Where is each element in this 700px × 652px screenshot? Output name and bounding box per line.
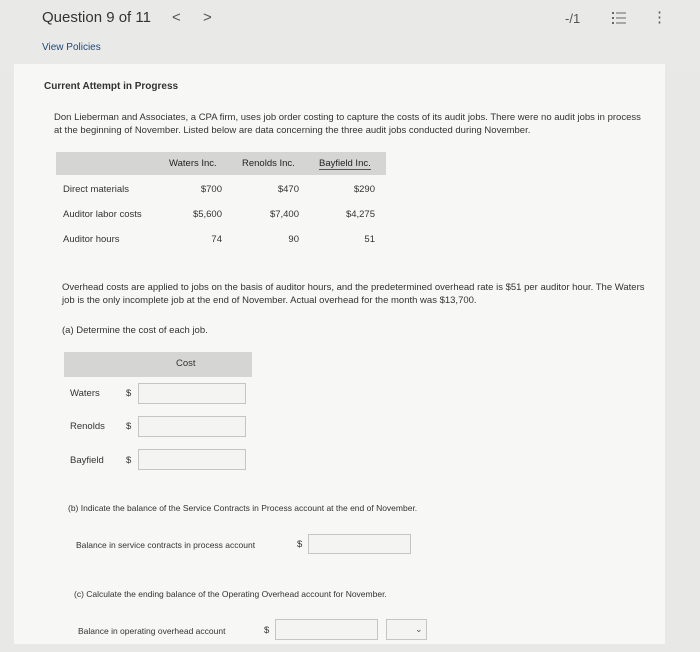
job-label-waters: Waters: [70, 388, 100, 399]
bayfield-cost-input[interactable]: [138, 449, 246, 470]
renolds-cost-input[interactable]: [138, 416, 246, 437]
job-label-bayfield: Bayfield: [70, 455, 104, 466]
row-label-auditor-labor: Auditor labor costs: [63, 209, 142, 220]
job-data-table: [56, 152, 386, 257]
chevron-down-icon: ⌄: [415, 624, 423, 634]
service-contracts-balance-label: Balance in service contracts in process account: [76, 540, 256, 550]
table-cell: $470: [277, 184, 299, 195]
cost-column-header: Cost: [176, 358, 196, 369]
operating-overhead-balance-input[interactable]: [275, 619, 378, 640]
header-renolds: Renolds Inc.: [242, 158, 295, 169]
header-bayfield: [319, 158, 371, 169]
table-cell: $5,600: [192, 209, 222, 220]
job-label-renolds: Renolds: [70, 421, 105, 432]
attempt-status: Current Attempt in Progress: [44, 81, 179, 92]
part-a-prompt: (a) Determine the cost of each job.: [62, 325, 208, 336]
waters-cost-input[interactable]: [138, 383, 246, 404]
table-cell: $700: [200, 184, 222, 195]
currency-symbol: $: [297, 539, 303, 550]
table-cell: 90: [288, 234, 299, 245]
row-label-auditor-hours: Auditor hours: [63, 234, 120, 245]
question-list-icon[interactable]: [612, 11, 626, 25]
next-question-button[interactable]: >: [203, 9, 212, 26]
part-b-prompt: (b) Indicate the balance of the Service Contracts in Process account at the end of November.: [68, 503, 418, 513]
previous-question-button[interactable]: <: [172, 9, 181, 26]
service-contracts-balance-input[interactable]: [308, 534, 411, 554]
table-cell: $290: [353, 184, 375, 195]
currency-symbol: $: [126, 455, 132, 466]
currency-symbol: $: [126, 388, 132, 399]
header-bayfield-text: Bayfield Inc.: [319, 158, 371, 169]
score-display: -/1: [565, 11, 581, 26]
more-options-icon[interactable]: ⋮: [652, 9, 667, 26]
header-waters: Waters Inc.: [169, 158, 217, 169]
overhead-info: Overhead costs are applied to jobs on the basis of auditor hours, and the predetermined overhead rate is $51 per auditor hour. The Waters job is the only incomplete job at the end of November. Actual overhead for the month was $13,700.: [62, 282, 645, 306]
table-cell: 51: [364, 234, 375, 245]
cost-header-band: [64, 352, 252, 377]
problem-statement: Don Lieberman and Associates, a CPA firm, uses job order costing to capture the costs of its audit jobs. There were no audit jobs in process at the beginning of November. Listed below are data concerning the three audit jobs conducted during November.: [54, 112, 641, 136]
part-c-prompt: (c) Calculate the ending balance of the Operating Overhead account for November.: [74, 589, 387, 599]
row-label-direct-materials: Direct materials: [63, 184, 129, 195]
view-policies-link[interactable]: View Policies: [42, 42, 101, 53]
table-cell: $4,275: [345, 209, 375, 220]
question-counter: Question 9 of 11: [42, 9, 151, 26]
over-under-applied-select[interactable]: [386, 619, 427, 640]
currency-symbol: $: [264, 625, 270, 636]
operating-overhead-balance-label: Balance in operating overhead account: [78, 626, 226, 636]
table-cell: $7,400: [269, 209, 299, 220]
currency-symbol: $: [126, 421, 132, 432]
table-cell: 74: [211, 234, 222, 245]
